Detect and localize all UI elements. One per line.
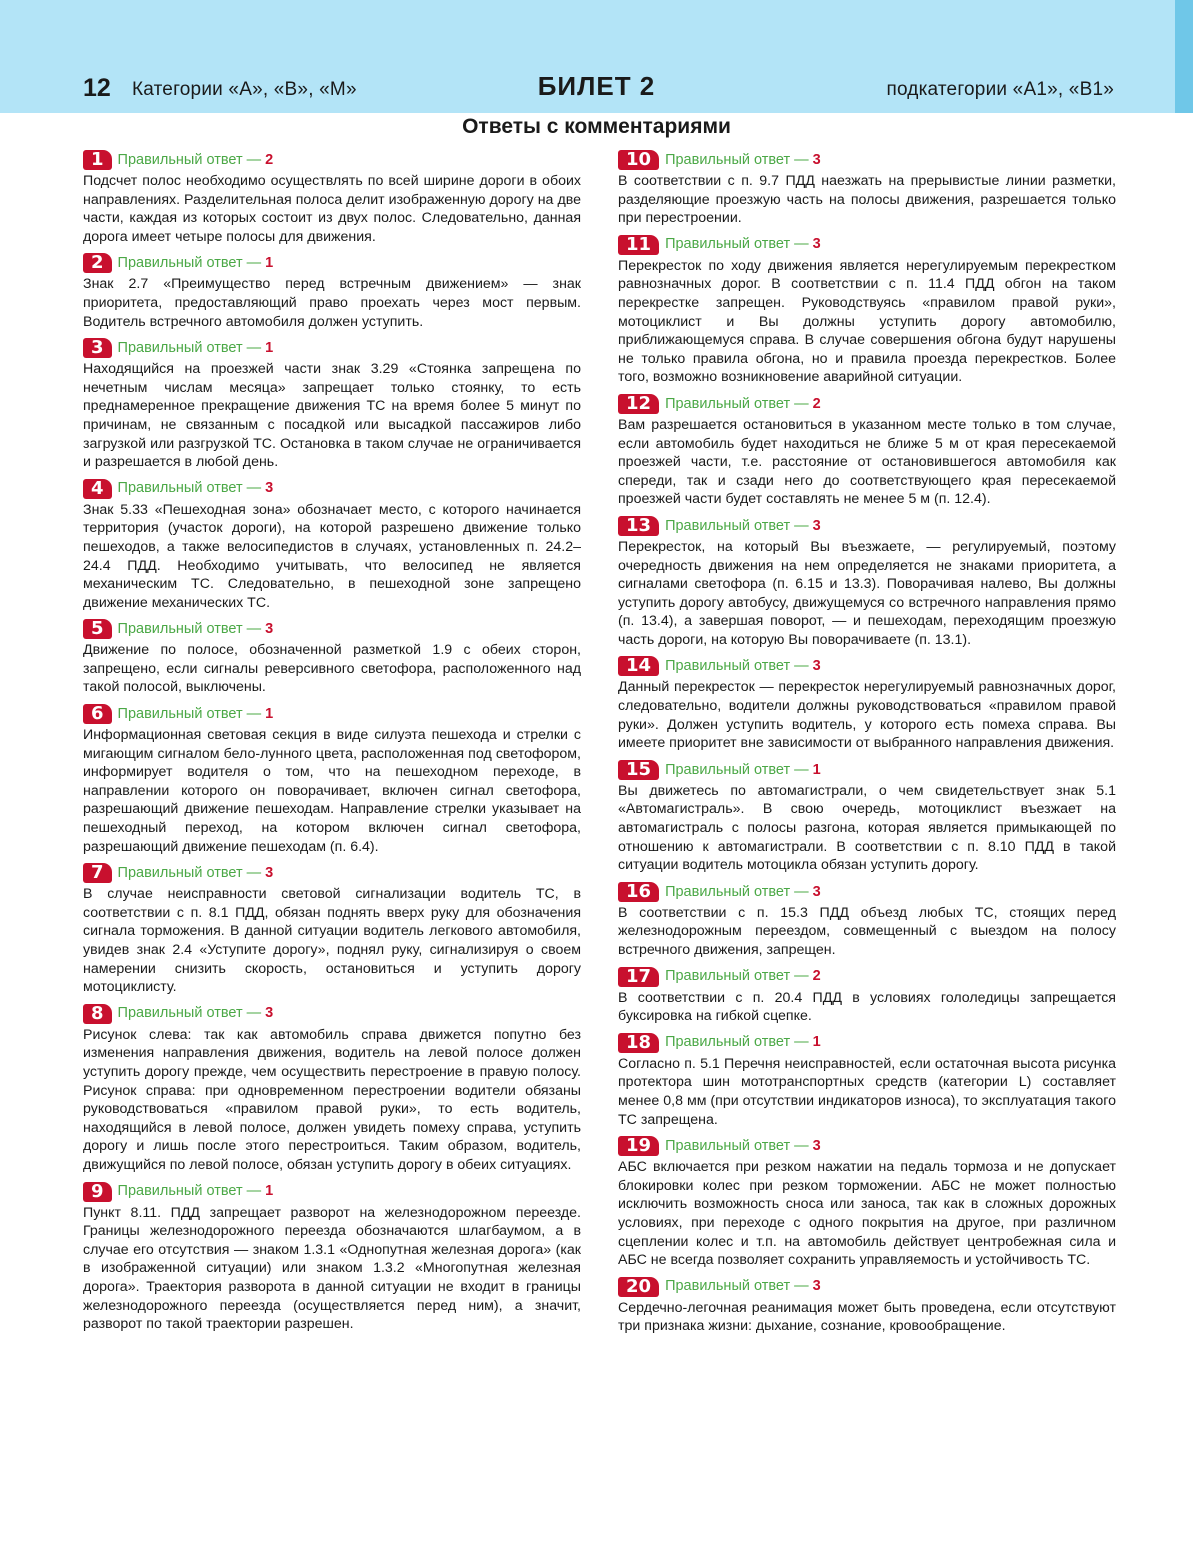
correct-answer-label: Правильный ответ — <box>117 339 262 356</box>
correct-answer-number: 3 <box>812 1278 821 1295</box>
correct-answer-label: Правильный ответ — <box>665 517 809 534</box>
question-number-badge: 2 <box>83 253 112 273</box>
categories-right: подкатегории «A1», «B1» <box>886 79 1114 100</box>
answer-item <box>618 1276 1116 1336</box>
correct-answer-label: Правильный ответ — <box>117 480 262 497</box>
answer-item <box>618 966 1116 1026</box>
answer-comment: Согласно п. 5.1 Перечня неисправностей, если остаточная высота рисунка протектора шин мототранспортных средств (категории L) составляет менее 0,8 мм (при отсутствии индикаторов износа), то эксплуатация такого ТС запрещена. <box>618 1055 1116 1128</box>
answer-item <box>83 337 581 472</box>
correct-answer-label: Правильный ответ — <box>665 761 809 778</box>
answer-comment: В соответствии с п. 9.7 ПДД наезжать на прерывистые линии разметки, разделяющие проезжую часть на полосы движения, разрешается только при перестроении. <box>618 173 1116 227</box>
answer-comment: Знак 5.33 «Пешеходная зона» обозначает место, с которого начинается территория (участок дороги), на которой разрешено движение только пешеходов, а также велосипедистов в случаях, установленных п. 24.2–24.4 ПДД. Необходимо учитывать, что велосипед не является механическим ТС. Следовательно, в пешеходной зоне запрещено движение механических ТС. <box>83 501 581 611</box>
answer-comment: Рисунок слева: так как автомобиль справа движется попутно без изменения направления движения, водитель на левой полосе должен уступить дорогу прежде, чем осуществить перестроение в правую полосу. Рисунок справа: при одновременном перестроении водители обязаны руководствоваться «правилом правой руки», то есть водитель, находящийся в левой полосе, должен увидеть помеху справа, уступить дорогу и лишь после этого перестроиться. Таким образом, водитель, движущийся по левой полосе, обязан уступить дорогу в обеих ситуациях. <box>83 1026 581 1173</box>
question-number-badge: 1 <box>83 150 112 170</box>
answer-heading <box>83 478 581 500</box>
correct-answer-label: Правильный ответ — <box>117 864 262 881</box>
correct-answer-label: Правильный ответ — <box>665 883 809 900</box>
answer-comment: В соответствии с п. 20.4 ПДД в условиях гололедицы запрещается буксировка на гибкой сцепке. <box>618 989 1116 1025</box>
answer-item <box>618 149 1116 228</box>
right-column <box>618 149 1116 1342</box>
answer-item <box>83 703 581 856</box>
correct-answer-label: Правильный ответ — <box>117 705 262 722</box>
correct-answer-number: 2 <box>265 151 274 168</box>
correct-answer-number: 3 <box>265 480 274 497</box>
answer-heading <box>618 1135 1116 1157</box>
left-column <box>83 149 581 1340</box>
correct-answer-number: 3 <box>812 1137 821 1154</box>
answer-heading <box>618 966 1116 988</box>
question-number-badge: 15 <box>618 760 659 780</box>
correct-answer-number: 1 <box>265 339 274 356</box>
correct-answer-number: 3 <box>265 1005 274 1022</box>
correct-answer-number: 2 <box>812 395 821 412</box>
answer-heading <box>83 149 581 171</box>
answer-comment: Данный перекресток — перекресток нерегулируемый равнозначных дорог, следовательно, водители должны руководствоваться «правилом правой руки». Должен уступить водитель, у которого есть помеха справа. Вы имеете приоритет вне зависимости от выбранного направления движения. <box>618 679 1116 752</box>
question-number-badge: 17 <box>618 967 659 987</box>
answer-comment: В случае неисправности световой сигнализации водитель ТС, в соответствии с п. 8.1 ПДД, обязан поднять вверх руку для обозначения сигнала торможения. В данной ситуации водитель легкового автомобиля, увидев знак 2.4 «Уступите дорогу», поднял руку, сигнализируя о своем намерении снизить скорость, остановиться и уступить дорогу мотоциклисту. <box>83 886 581 996</box>
question-number-badge: 5 <box>83 619 112 639</box>
correct-answer-number: 3 <box>812 658 821 675</box>
correct-answer-label: Правильный ответ — <box>665 968 809 985</box>
correct-answer-label: Правильный ответ — <box>665 236 809 253</box>
answer-comment: Движение по полосе, обозначенной разметкой 1.9 с обеих сторон, запрещено, если сигналы реверсивного светофора, расположенного над такой полосой, выключены. <box>83 642 581 696</box>
answer-heading <box>83 337 581 359</box>
section-title: Ответы с комментариями <box>462 115 731 138</box>
answer-heading <box>618 1276 1116 1298</box>
answer-heading <box>83 703 581 725</box>
correct-answer-number: 2 <box>812 968 821 985</box>
answer-item <box>83 862 581 997</box>
question-number-badge: 7 <box>83 863 112 883</box>
answer-item <box>83 252 581 331</box>
correct-answer-number: 3 <box>812 883 821 900</box>
correct-answer-number: 3 <box>812 151 821 168</box>
question-number-badge: 10 <box>618 150 659 170</box>
correct-answer-number: 1 <box>812 761 821 778</box>
answer-item <box>83 1181 581 1334</box>
answer-comment: Знак 2.7 «Преимущество перед встречным движением» — знак приоритета, предоставляющий право проехать через мост первым. Водитель встречного автомобиля должен уступить. <box>83 276 581 330</box>
answer-heading <box>618 149 1116 171</box>
answer-comment: В соответствии с п. 15.3 ПДД объезд любых ТС, стоящих перед железнодорожным переездом, совмещенный с выездом на полосу встречного движения, запрещен. <box>618 904 1116 958</box>
answer-item <box>83 478 581 613</box>
answer-item <box>618 234 1116 387</box>
correct-answer-label: Правильный ответ — <box>117 255 262 272</box>
answer-heading <box>83 618 581 640</box>
answer-item <box>618 515 1116 650</box>
question-number-badge: 12 <box>618 394 659 414</box>
question-number-badge: 8 <box>83 1004 112 1024</box>
correct-answer-label: Правильный ответ — <box>665 151 809 168</box>
correct-answer-number: 3 <box>812 236 821 253</box>
ticket-title: БИЛЕТ 2 <box>537 71 656 101</box>
question-number-badge: 19 <box>618 1136 659 1156</box>
answer-heading <box>618 1032 1116 1054</box>
question-number-badge: 13 <box>618 516 659 536</box>
answer-comment: Перекресток, на который Вы въезжаете, — регулируемый, поэтому очередность движения на нем определяется не знаками приоритета, а сигналами светофора (п. 6.15 и 13.3). Поворачивая налево, Вы должны уступить дорогу автобусу, движущемуся со встречного направления прямо (п. 13.4), а завершая поворот, — и пешеходам, переходящим проезжую часть дороги, на которую Вы поворачиваете (п. 13.1). <box>618 538 1116 648</box>
question-number-badge: 16 <box>618 882 659 902</box>
correct-answer-number: 3 <box>265 864 274 881</box>
correct-answer-number: 1 <box>265 705 274 722</box>
answer-heading <box>618 655 1116 677</box>
answer-comment: Вы движетесь по автомагистрали, о чем свидетельствует знак 5.1 «Автомагистраль». В свою очередь, мотоциклист въезжает на автомагистраль с полосы разгона, которая является примыкающей по отношению к автомагистрали. В соответствии с п. 8.10 ПДД в такой ситуации водитель мотоцикла обязан уступить дорогу. <box>618 782 1116 874</box>
correct-answer-label: Правильный ответ — <box>117 151 262 168</box>
answer-item <box>618 881 1116 960</box>
answer-item <box>618 393 1116 509</box>
answer-heading <box>83 1003 581 1025</box>
answer-item <box>618 759 1116 875</box>
question-number-badge: 4 <box>83 479 112 499</box>
correct-answer-label: Правильный ответ — <box>665 395 809 412</box>
answer-comment: Информационная световая секция в виде силуэта пешехода и стрелки с мигающим сигналом бело-лунного цвета, расположенная под светофором, информирует водителя о том, что на пешеходном переходе, в направлении которого он поворачивает, включен сигнал светофора, разрешающий движение пешеходам. Направление стрелки указывает на пешеходный переход, на котором включен сигнал светофора, разрешающий движение пешеходам (п. 6.4). <box>83 727 581 855</box>
answer-heading <box>83 862 581 884</box>
answer-heading <box>618 234 1116 256</box>
answer-item <box>83 149 581 246</box>
question-number-badge: 20 <box>618 1277 659 1297</box>
correct-answer-label: Правильный ответ — <box>117 1005 262 1022</box>
answer-heading <box>83 252 581 274</box>
answer-comment: Вам разрешается остановиться в указанном месте только в том случае, если автомобиль будет находиться не ближе 5 м от края пересекаемой проезжей части, т.е. расстояние от остановившегося автомобиля как спереди, так и сзади него до соответствующего края пересекаемой проезжей части будет составлять не менее 5 м (п. 12.4). <box>618 416 1116 508</box>
correct-answer-label: Правильный ответ — <box>117 1183 262 1200</box>
question-number-badge: 14 <box>618 656 659 676</box>
answer-item <box>83 1003 581 1175</box>
correct-answer-number: 1 <box>265 1183 274 1200</box>
correct-answer-label: Правильный ответ — <box>665 1034 809 1051</box>
answer-item <box>618 1032 1116 1129</box>
answer-comment: Находящийся на проезжей части знак 3.29 «Стоянка запрещена по нечетным числам месяца» запрещает только стоянку, то есть преднамеренное прекращение движения ТС на время более 5 минут по причинам, не связанным с посадкой или высадкой пассажиров либо загрузкой или разгрузкой ТС. Остановка в таком случае не ограничивается и разрешается в любой день. <box>83 361 581 471</box>
answer-heading <box>618 759 1116 781</box>
question-number-badge: 9 <box>83 1182 112 1202</box>
answer-heading <box>618 393 1116 415</box>
question-number-badge: 6 <box>83 704 112 724</box>
correct-answer-number: 1 <box>812 1034 821 1051</box>
correct-answer-number: 3 <box>265 620 274 637</box>
answer-comment: АБС включается при резком нажатии на педаль тормоза и не допускает блокировки колес при резком торможении. АБС не может полностью исключить возможность сноса или заноса, так как в сложных дорожных условиях, при переходе с одного покрытия на другое, при различном сцеплении колес и т.п. на автомобиль действует центробежная сила и АБС не всегда позволяет сохранить управляемость и устойчивость ТС. <box>618 1159 1116 1269</box>
answer-item <box>618 1135 1116 1270</box>
correct-answer-number: 3 <box>812 517 821 534</box>
answer-comment: Перекресток по ходу движения является нерегулируемым перекрестком равнозначных дорог. В соответствии с п. 11.4 ПДД обгон на таком перекрестке запрещен. Руководствуясь «правилом правой руки», мотоциклист и Вы должны уступить дорогу автомобилю, приближающемуся справа. В случае совершения обгона будут нарушены не только правила обгона, но и правила проезда перекрестков. Более того, возможно возникновение аварийной ситуации. <box>618 257 1116 386</box>
page-number: 12 <box>83 74 111 102</box>
answer-heading <box>618 515 1116 537</box>
correct-answer-label: Правильный ответ — <box>665 658 809 675</box>
answer-item <box>83 618 581 697</box>
answer-heading <box>83 1181 581 1203</box>
answer-comment: Сердечно-легочная реанимация может быть проведена, если отсутствуют три признака жизни: дыхание, сознание, кровообращение. <box>618 1299 1116 1335</box>
correct-answer-label: Правильный ответ — <box>117 620 262 637</box>
answer-comment: Пункт 8.11. ПДД запрещает разворот на железнодорожном переезде. Границы железнодорожного переезда обозначаются шлагбаумом, а в случае его отсутствия — знаком 1.3.1 «Однопутная железная дорога» (как в изображенной ситуации) или знаком 1.3.2 «Многопутная железная дорога». Траектория разворота в данной ситуации не входит в границы железнодорожного переезда (осуществляется перед ним), а значит, разворот по такой траектории разрешен. <box>83 1204 581 1333</box>
correct-answer-label: Правильный ответ — <box>665 1137 809 1154</box>
answer-heading <box>618 881 1116 903</box>
question-number-badge: 3 <box>83 338 112 358</box>
question-number-badge: 11 <box>618 235 659 255</box>
answer-item <box>618 655 1116 752</box>
answer-comment: Подсчет полос необходимо осуществлять по всей ширине дороги в обоих направлениях. Разделительная полоса делит изображенную дорогу на две части, каждая из которых состоит из двух полос. Следовательно, данная дорога имеет четыре полосы для движения. <box>83 173 581 245</box>
question-number-badge: 18 <box>618 1033 659 1053</box>
correct-answer-label: Правильный ответ — <box>665 1278 809 1295</box>
correct-answer-number: 1 <box>265 255 274 272</box>
categories-left: Категории «A», «B», «M» <box>132 79 357 100</box>
